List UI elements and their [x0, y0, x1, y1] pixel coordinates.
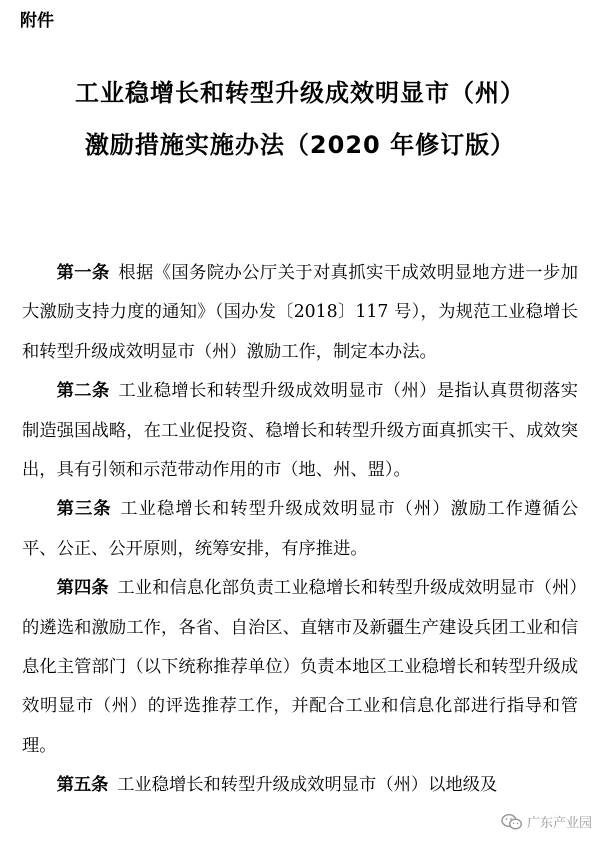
article-text: 工业和信息化部负责工业稳增长和转型升级成效明显市（州）的遴选和激励工作，各省、自治区、直辖市及新疆生产建设兵团工业和信息化主管部门（以下统称推荐单位）负责本地区工业稳增长和转型升级成效明显市（州）的评选推荐工作，并配合工业和信息化部进行指导和管理。 — [22, 578, 578, 756]
article-text: 根据《国务院办公厅关于对真抓实干成效明显地方进一步加大激励支持力度的通知》（国办发〔2018〕117 号），为规范工业稳增长和转型升级成效明显市（州）激励工作，制定本办法。 — [22, 263, 578, 362]
article-3 — [22, 490, 578, 569]
document-title-line-1: 工业稳增长和转型升级成效明显市（州） — [75, 79, 525, 107]
article-heading: 第一条 — [56, 263, 110, 283]
article-5 — [22, 766, 578, 805]
article-heading: 第三条 — [56, 499, 112, 520]
article-2 — [22, 372, 578, 490]
wechat-icon — [501, 813, 523, 831]
article-text: 工业稳增长和转型升级成效明显市（州）激励工作遵循公平、公正、公开原则，统筹安排，有序推进。 — [22, 499, 578, 559]
watermark — [501, 812, 592, 831]
watermark-text: 广东产业园 — [526, 816, 592, 831]
article-4 — [22, 569, 578, 766]
article-text: 工业稳增长和转型升级成效明显市（州）以地级及 — [117, 775, 498, 796]
article-heading: 第五条 — [56, 775, 109, 796]
document-body — [22, 254, 578, 806]
document-title-line-2: 激励措施实施办法（2020 年修订版） — [84, 131, 516, 159]
article-heading: 第四条 — [56, 578, 109, 599]
article-1 — [22, 254, 578, 372]
article-text: 工业稳增长和转型升级成效明显市（州）是指认真贯彻落实制造强国战略，在工业促投资、稳增长和转型升级方面真抓实干、成效突出，具有引领和示范带动作用的市（地、州、盟）。 — [22, 381, 578, 481]
article-heading: 第二条 — [56, 381, 110, 402]
attachment-label: 附件 — [20, 11, 54, 31]
